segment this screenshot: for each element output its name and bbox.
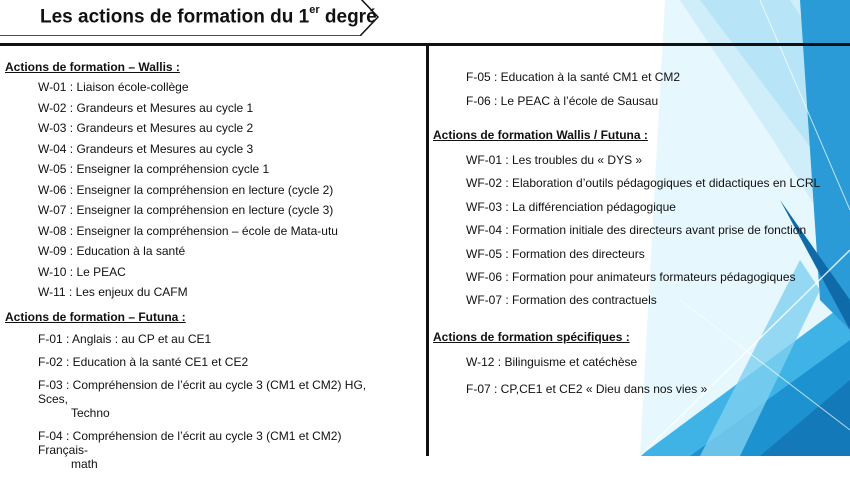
list-item-continuation: math bbox=[71, 457, 98, 471]
specific-list bbox=[433, 355, 833, 396]
list-item bbox=[5, 332, 393, 346]
list-item: WF-01 : Les troubles du « DYS » bbox=[466, 153, 643, 167]
list-item: W-05 : Enseigner la compréhension cycle 1 bbox=[38, 162, 270, 176]
list-item: WF-04 : Formation initiale des directeurs avant prise de fonction bbox=[466, 223, 807, 238]
column-divider bbox=[426, 44, 429, 456]
list-item: WF-07 : Formation des contractuels bbox=[466, 293, 657, 308]
list-item-continuation: Techno bbox=[71, 406, 110, 420]
right-column bbox=[433, 70, 833, 409]
list-item: WF-06 : Formation pour animateurs formateurs pédagogiques bbox=[466, 269, 796, 284]
list-item: W-02 : Grandeurs et Mesures au cycle 1 bbox=[38, 100, 254, 115]
list-item-line: F-02 : Education à la santé CE1 et CE2 bbox=[38, 355, 249, 369]
left-column bbox=[5, 60, 420, 480]
list-item: W-10 : Le PEAC bbox=[38, 264, 126, 279]
wallis-futuna-list bbox=[433, 153, 833, 307]
header-divider bbox=[0, 43, 850, 46]
list-item bbox=[5, 355, 393, 369]
list-item: WF-02 : Elaboration d’outils pédagogiques et didactiques en LCRL bbox=[466, 176, 821, 191]
list-item: W-09 : Education à la santé bbox=[38, 244, 186, 258]
list-item: W-06 : Enseigner la compréhension en lecture (cycle 2) bbox=[38, 182, 334, 197]
section-heading-specific: Actions de formation spécifiques : bbox=[433, 330, 630, 345]
list-item bbox=[5, 378, 393, 420]
list-item: W-12 : Bilinguisme et catéchèse bbox=[466, 355, 638, 370]
list-item bbox=[5, 429, 393, 471]
list-item-line: F-01 : Anglais : au CP et au CE1 bbox=[38, 332, 212, 346]
list-item: W-03 : Grandeurs et Mesures au cycle 2 bbox=[38, 121, 254, 135]
list-item: W-08 : Enseigner la compréhension – école de Mata-utu bbox=[38, 223, 338, 238]
list-item: F-06 : Le PEAC à l’école de Sausau bbox=[466, 94, 659, 108]
list-item: W-04 : Grandeurs et Mesures au cycle 3 bbox=[38, 141, 254, 156]
list-item-line: F-04 : Compréhension de l’écrit au cycle 3 (CM1 et CM2) Français- bbox=[38, 429, 342, 457]
section-heading-wallis-futuna: Actions de formation Wallis / Futuna : bbox=[433, 128, 648, 142]
section-heading-wallis: Actions de formation – Wallis : bbox=[5, 60, 180, 74]
list-item: F-05 : Education à la santé CM1 et CM2 bbox=[466, 70, 681, 84]
futuna-list bbox=[5, 332, 420, 471]
list-item: WF-05 : Formation des directeurs bbox=[466, 246, 645, 261]
list-item: WF-03 : La différenciation pédagogique bbox=[466, 199, 676, 214]
list-item: W-11 : Les enjeux du CAFM bbox=[38, 285, 188, 299]
list-item: F-07 : CP,CE1 et CE2 « Dieu dans nos vies » bbox=[466, 382, 708, 397]
futuna-continued-list bbox=[433, 70, 833, 108]
page-title: Les actions de formation du 1er degré bbox=[40, 4, 377, 28]
section-heading-futuna: Actions de formation – Futuna : bbox=[5, 310, 186, 324]
wallis-list bbox=[5, 80, 420, 299]
list-item: W-01 : Liaison école-collège bbox=[38, 80, 189, 94]
list-item: W-07 : Enseigner la compréhension en lecture (cycle 3) bbox=[38, 203, 334, 217]
list-item-line: F-03 : Compréhension de l’écrit au cycle 3 (CM1 et CM2) HG, Sces, bbox=[38, 378, 367, 406]
